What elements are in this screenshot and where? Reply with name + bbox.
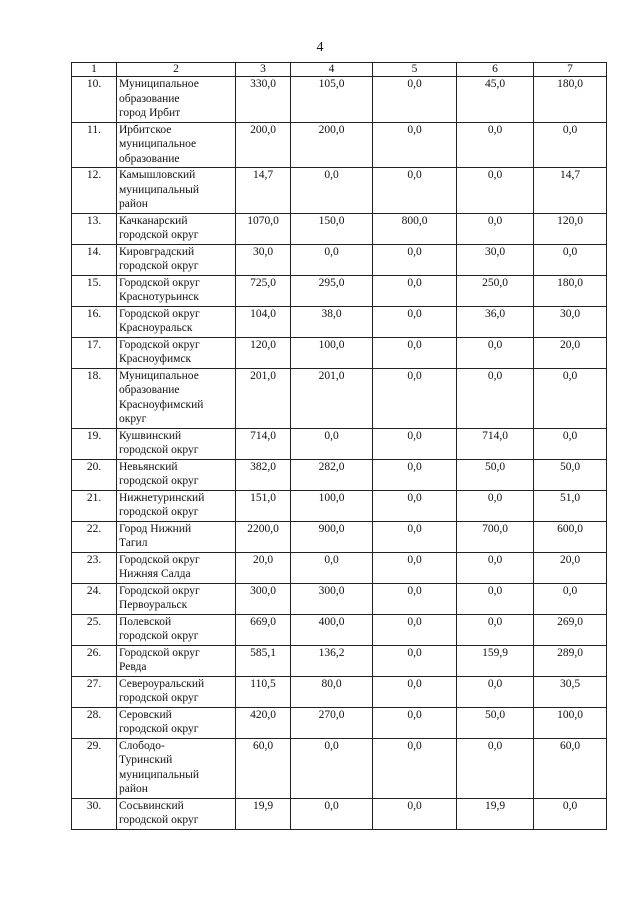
row-number: 30. [72, 798, 117, 829]
header-cell-6: 6 [457, 63, 534, 77]
value-col-5: 0,0 [373, 521, 457, 552]
municipality-name-line: Ревда [119, 661, 147, 673]
municipality-name-line: муниципальный [119, 768, 200, 781]
row-number: 25. [72, 614, 117, 645]
value-col-3: 151,0 [236, 490, 291, 521]
value-col-3: 14,7 [236, 168, 291, 214]
value-col-4: 400,0 [291, 614, 373, 645]
table-row [72, 490, 607, 521]
value-col-3: 420,0 [236, 707, 291, 738]
municipality-name-line: муниципальный [119, 183, 200, 196]
row-number: 12. [72, 168, 117, 214]
municipality-name [117, 213, 236, 244]
value-col-4: 80,0 [291, 676, 373, 707]
value-col-4: 0,0 [291, 428, 373, 459]
value-col-4: 900,0 [291, 521, 373, 552]
municipality-name-line: Городской округ [119, 276, 200, 289]
municipality-name-line: Туринский [119, 754, 173, 766]
value-col-6: 45,0 [457, 77, 534, 123]
municipality-name [117, 707, 236, 738]
value-col-5: 0,0 [373, 77, 457, 123]
municipality-name-line: Кировградский [119, 245, 195, 258]
header-cell-5: 5 [373, 63, 457, 77]
municipality-name-line: Город Нижний [119, 522, 192, 535]
value-col-4: 300,0 [291, 583, 373, 614]
value-col-5: 0,0 [373, 490, 457, 521]
page-number: 4 [316, 40, 324, 55]
value-col-3: 669,0 [236, 614, 291, 645]
value-col-7: 30,0 [534, 306, 607, 337]
value-col-3: 201,0 [236, 368, 291, 428]
table-row [72, 459, 607, 490]
municipality-name [117, 368, 236, 428]
table-row [72, 428, 607, 459]
value-col-6: 159,9 [457, 645, 534, 676]
value-col-4: 295,0 [291, 275, 373, 306]
municipality-name-line: городской округ [119, 444, 199, 456]
value-col-5: 0,0 [373, 707, 457, 738]
municipality-name-line: образование [119, 384, 180, 396]
value-col-5: 0,0 [373, 459, 457, 490]
value-col-5: 0,0 [373, 614, 457, 645]
row-number: 10. [72, 77, 117, 123]
municipality-name-line: Североуральский [119, 677, 205, 690]
value-col-6: 36,0 [457, 306, 534, 337]
value-col-3: 585,1 [236, 645, 291, 676]
table-row [72, 337, 607, 368]
table-row [72, 122, 607, 168]
header-cell-2: 2 [117, 63, 236, 77]
value-col-7: 0,0 [534, 798, 607, 829]
row-number: 19. [72, 428, 117, 459]
value-col-3: 20,0 [236, 552, 291, 583]
municipality-name-line: Тагил [119, 537, 148, 549]
value-col-5: 0,0 [373, 738, 457, 798]
municipality-name-line: Серовский [119, 708, 172, 721]
municipality-name-line: городской округ [119, 630, 199, 642]
value-col-5: 0,0 [373, 676, 457, 707]
value-col-7: 14,7 [534, 168, 607, 214]
value-col-7: 0,0 [534, 122, 607, 168]
table-row [72, 168, 607, 214]
municipality-name-line: городской округ [119, 692, 199, 704]
row-number: 20. [72, 459, 117, 490]
municipality-name-line: городской округ [119, 723, 199, 735]
value-col-3: 60,0 [236, 738, 291, 798]
value-col-7: 180,0 [534, 275, 607, 306]
value-col-5: 0,0 [373, 552, 457, 583]
value-col-4: 100,0 [291, 490, 373, 521]
municipality-name-line: Нижняя Салда [119, 568, 191, 580]
value-col-7: 51,0 [534, 490, 607, 521]
municipality-name-line: Красноуфимск [119, 353, 192, 365]
municipality-name [117, 798, 236, 829]
value-col-5: 0,0 [373, 798, 457, 829]
value-col-5: 0,0 [373, 168, 457, 214]
value-col-7: 0,0 [534, 428, 607, 459]
table-row [72, 798, 607, 829]
value-col-4: 150,0 [291, 213, 373, 244]
value-col-3: 725,0 [236, 275, 291, 306]
municipality-name-line: Муниципальное [119, 78, 199, 90]
value-col-6: 0,0 [457, 583, 534, 614]
value-col-6: 0,0 [457, 490, 534, 521]
municipality-name [117, 645, 236, 676]
municipality-name [117, 552, 236, 583]
value-col-4: 201,0 [291, 368, 373, 428]
value-col-6: 0,0 [457, 368, 534, 428]
municipality-name-line: Краснотурьинск [119, 291, 200, 303]
municipality-name-line: Сосьвинский [119, 799, 184, 812]
value-col-6: 714,0 [457, 428, 534, 459]
table-row [72, 707, 607, 738]
table-row [72, 614, 607, 645]
value-col-4: 0,0 [291, 168, 373, 214]
value-col-3: 120,0 [236, 337, 291, 368]
value-col-6: 50,0 [457, 459, 534, 490]
value-col-5: 0,0 [373, 583, 457, 614]
municipality-name [117, 459, 236, 490]
value-col-7: 100,0 [534, 707, 607, 738]
value-col-6: 0,0 [457, 614, 534, 645]
municipality-name [117, 521, 236, 552]
value-col-6: 0,0 [457, 738, 534, 798]
value-col-3: 19,9 [236, 798, 291, 829]
value-col-6: 0,0 [457, 213, 534, 244]
row-number: 28. [72, 707, 117, 738]
value-col-5: 0,0 [373, 337, 457, 368]
value-col-7: 60,0 [534, 738, 607, 798]
municipality-name-line: Ирбитское [119, 123, 172, 136]
header-cell-4: 4 [291, 63, 373, 77]
value-col-5: 0,0 [373, 368, 457, 428]
value-col-4: 0,0 [291, 798, 373, 829]
table-body [72, 77, 607, 830]
municipality-name [117, 428, 236, 459]
municipality-name-line: Городской округ [119, 584, 200, 597]
value-col-3: 300,0 [236, 583, 291, 614]
table-row [72, 521, 607, 552]
value-col-7: 20,0 [534, 552, 607, 583]
value-col-5: 0,0 [373, 428, 457, 459]
table-row [72, 244, 607, 275]
value-col-6: 250,0 [457, 275, 534, 306]
value-col-7: 30,5 [534, 676, 607, 707]
municipality-name-line: городской округ [119, 814, 199, 826]
row-number: 16. [72, 306, 117, 337]
value-col-7: 20,0 [534, 337, 607, 368]
value-col-3: 714,0 [236, 428, 291, 459]
row-number: 13. [72, 213, 117, 244]
value-col-6: 0,0 [457, 122, 534, 168]
value-col-5: 800,0 [373, 213, 457, 244]
table-row [72, 306, 607, 337]
municipality-name-line: Муниципальное [119, 369, 199, 382]
municipality-name-line: Городской округ [119, 646, 200, 659]
value-col-7: 289,0 [534, 645, 607, 676]
municipality-name-line: Кушвинский [119, 429, 182, 442]
value-col-5: 0,0 [373, 244, 457, 275]
row-number: 29. [72, 738, 117, 798]
value-col-4: 200,0 [291, 122, 373, 168]
value-col-7: 0,0 [534, 368, 607, 428]
municipality-name-line: Нижнетуринский [119, 491, 205, 504]
row-number: 14. [72, 244, 117, 275]
value-col-6: 0,0 [457, 168, 534, 214]
header-row [72, 63, 607, 77]
municipality-name [117, 583, 236, 614]
table-row [72, 676, 607, 707]
row-number: 21. [72, 490, 117, 521]
municipality-name [117, 738, 236, 798]
municipality-name-line: муниципальное [119, 138, 197, 150]
table-row [72, 213, 607, 244]
value-col-7: 269,0 [534, 614, 607, 645]
value-col-4: 0,0 [291, 738, 373, 798]
value-col-3: 330,0 [236, 77, 291, 123]
value-col-7: 600,0 [534, 521, 607, 552]
municipality-name-line: городской округ [119, 506, 199, 518]
municipality-name-line: Красноуфимский [119, 398, 204, 411]
table-row [72, 583, 607, 614]
value-col-3: 104,0 [236, 306, 291, 337]
municipality-name [117, 77, 236, 123]
municipality-name [117, 337, 236, 368]
municipality-name [117, 244, 236, 275]
municipality-name-line: Первоуральск [119, 599, 188, 611]
municipality-name [117, 676, 236, 707]
header-cell-1: 1 [72, 63, 117, 77]
municipality-name-line: образование [119, 92, 180, 105]
municipality-name-line: образование [119, 152, 180, 165]
value-col-7: 120,0 [534, 213, 607, 244]
value-col-4: 282,0 [291, 459, 373, 490]
municipality-name-line: Качканарский [119, 214, 188, 227]
municipality-name [117, 122, 236, 168]
value-col-3: 382,0 [236, 459, 291, 490]
municipality-name-line: Городской округ [119, 307, 200, 320]
municipality-name-line: район [119, 198, 148, 210]
table-row [72, 738, 607, 798]
row-number: 27. [72, 676, 117, 707]
value-col-6: 19,9 [457, 798, 534, 829]
table-row [72, 77, 607, 123]
row-number: 17. [72, 337, 117, 368]
municipality-name-line: городской округ [119, 229, 199, 241]
municipality-name-line: Полевской [119, 615, 172, 628]
municipality-name [117, 490, 236, 521]
header-cell-3: 3 [236, 63, 291, 77]
value-col-4: 0,0 [291, 244, 373, 275]
value-col-6: 30,0 [457, 244, 534, 275]
value-col-3: 1070,0 [236, 213, 291, 244]
value-col-7: 180,0 [534, 77, 607, 123]
value-col-6: 700,0 [457, 521, 534, 552]
row-number: 23. [72, 552, 117, 583]
value-col-3: 2200,0 [236, 521, 291, 552]
municipality-name [117, 614, 236, 645]
table-row [72, 368, 607, 428]
value-col-4: 0,0 [291, 552, 373, 583]
municipality-name-line: Невьянский [119, 460, 178, 473]
value-col-5: 0,0 [373, 122, 457, 168]
value-col-5: 0,0 [373, 275, 457, 306]
row-number: 24. [72, 583, 117, 614]
value-col-4: 100,0 [291, 337, 373, 368]
value-col-4: 105,0 [291, 77, 373, 123]
header-cell-7: 7 [534, 63, 607, 77]
value-col-6: 0,0 [457, 552, 534, 583]
value-col-6: 50,0 [457, 707, 534, 738]
value-col-4: 38,0 [291, 306, 373, 337]
value-col-7: 0,0 [534, 583, 607, 614]
table-row [72, 645, 607, 676]
municipality-name-line: округ [119, 413, 147, 425]
value-col-4: 136,2 [291, 645, 373, 676]
value-col-3: 110,5 [236, 676, 291, 707]
row-number: 26. [72, 645, 117, 676]
municipality-name [117, 306, 236, 337]
municipality-name-line: Камышловский [119, 169, 196, 181]
row-number: 15. [72, 275, 117, 306]
municipality-name-line: Слободо- [119, 739, 165, 752]
row-number: 11. [72, 122, 117, 168]
value-col-4: 270,0 [291, 707, 373, 738]
municipality-name-line: Красноуральск [119, 322, 193, 334]
municipality-name [117, 275, 236, 306]
municipality-name-line: городской округ [119, 260, 199, 272]
value-col-5: 0,0 [373, 306, 457, 337]
municipality-name [117, 168, 236, 214]
row-number: 22. [72, 521, 117, 552]
value-col-6: 0,0 [457, 337, 534, 368]
municipality-name-line: городской округ [119, 475, 199, 487]
table-row [72, 275, 607, 306]
value-col-3: 200,0 [236, 122, 291, 168]
value-col-7: 50,0 [534, 459, 607, 490]
municipality-name-line: город Ирбит [119, 107, 181, 119]
value-col-7: 0,0 [534, 244, 607, 275]
value-col-6: 0,0 [457, 676, 534, 707]
municipality-name-line: Городской округ [119, 338, 200, 351]
row-number: 18. [72, 368, 117, 428]
municipality-name-line: Городской округ [119, 553, 200, 566]
municipality-name-line: район [119, 783, 148, 795]
value-col-5: 0,0 [373, 645, 457, 676]
data-table [71, 62, 607, 830]
value-col-3: 30,0 [236, 244, 291, 275]
table-row [72, 552, 607, 583]
